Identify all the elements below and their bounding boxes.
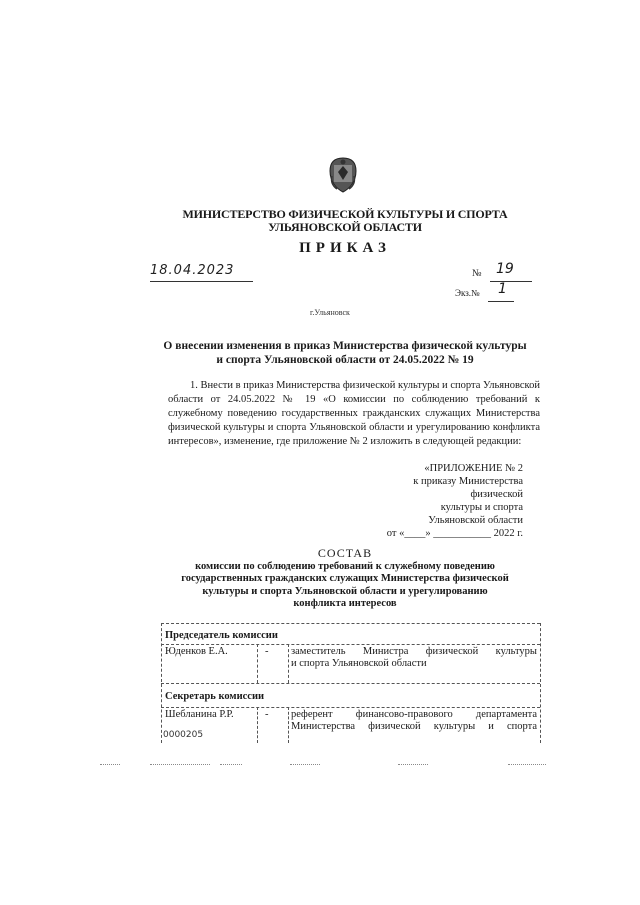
table-column-divider <box>257 707 258 743</box>
table-column-divider <box>257 644 258 683</box>
chair-dash: - <box>265 646 269 657</box>
city: г.Ульяновск <box>310 308 350 317</box>
ministry-name-line2: УЛЬЯНОВСКОЙ ОБЛАСТИ <box>268 220 422 234</box>
body-paragraph <box>168 379 540 449</box>
coat-of-arms-emblem <box>327 156 359 194</box>
paragraph-text: 1. Внести в приказ Министерства физической культуры и спорта Ульяновской области от 24.05.2022 № 19 «О комиссии по соблюдению требований к служебному поведению государственных гражданских служащих Министерства физической культуры и спорта Ульяновской области и урегулированию конфликта интересов», изменение, где приложение № 2 изложить в следующей редакции: <box>168 380 540 447</box>
appendix-block <box>360 462 523 540</box>
appendix-line2: к приказу Министерства <box>413 476 523 487</box>
scan-artifact <box>508 764 546 766</box>
appendix-line6: от «____» ___________ 2022 г. <box>386 528 523 539</box>
chair-name: Юденков Е.А. <box>165 646 228 657</box>
table-border-left <box>161 623 162 743</box>
table-rule <box>161 644 540 645</box>
composition-subtitle <box>150 561 540 611</box>
secretary-position-line2: Министерства физической культуры и спорта <box>291 721 537 732</box>
scan-artifact <box>100 764 120 766</box>
copy-label: Экз.№ <box>455 288 480 298</box>
table-column-divider <box>288 707 289 743</box>
handwritten-copy-number: 1 <box>498 281 507 297</box>
handwritten-date: 18.04.2023 <box>150 263 235 278</box>
ministry-name-line1: МИНИСТЕРСТВО ФИЗИЧЕСКОЙ КУЛЬТУРЫ И СПОРТА <box>182 207 508 221</box>
subject-line2: и спорта Ульяновской области от 24.05.2022 № 19 <box>216 354 474 366</box>
document-type-title: ПРИКАЗ <box>299 240 391 256</box>
appendix-line1: «ПРИЛОЖЕНИЕ № 2 <box>424 463 523 474</box>
number-label: № <box>472 268 482 279</box>
table-rule <box>161 683 540 684</box>
table-border-right <box>540 623 541 743</box>
appendix-line5: Ульяновской области <box>428 515 523 526</box>
chair-position-line1: заместитель Министра физической культуры <box>291 646 537 657</box>
scan-artifact <box>290 764 320 766</box>
table-rule <box>161 707 540 708</box>
date-underline <box>150 281 253 282</box>
table-rule <box>161 623 540 624</box>
secretary-header: Секретарь комиссии <box>165 691 265 702</box>
composition-line2: государственных гражданских служащих Министерства физической <box>181 573 509 585</box>
secretary-name: Шебланина Р.Р. <box>165 709 234 720</box>
scan-artifact <box>398 764 428 766</box>
composition-title: СОСТАВ <box>317 546 373 560</box>
composition-line3: культуры и спорта Ульяновской области и урегулированию <box>202 585 488 597</box>
handwritten-order-number: 19 <box>496 261 514 277</box>
commission-table <box>161 623 540 743</box>
secretary-dash: - <box>265 709 269 720</box>
composition-line4: конфликта интересов <box>293 598 397 610</box>
chair-header: Председатель комиссии <box>165 630 278 641</box>
appendix-line4: культуры и спорта <box>440 502 523 513</box>
scan-artifact <box>150 764 210 766</box>
copy-underline <box>488 301 514 302</box>
table-column-divider <box>288 644 289 683</box>
scan-artifact <box>220 764 242 766</box>
subject-line1: О внесении изменения в приказ Министерства физической культуры <box>163 340 527 352</box>
appendix-line3: физической <box>470 489 523 500</box>
secretary-position-line1: референт финансово-правового департамента <box>291 709 537 720</box>
number-underline <box>490 281 532 282</box>
composition-line1: комиссии по соблюдению требований к служебному поведению <box>195 561 495 572</box>
document-stamp-number: 0000205 <box>163 730 204 740</box>
chair-position-line2: и спорта Ульяновской области <box>291 658 427 669</box>
